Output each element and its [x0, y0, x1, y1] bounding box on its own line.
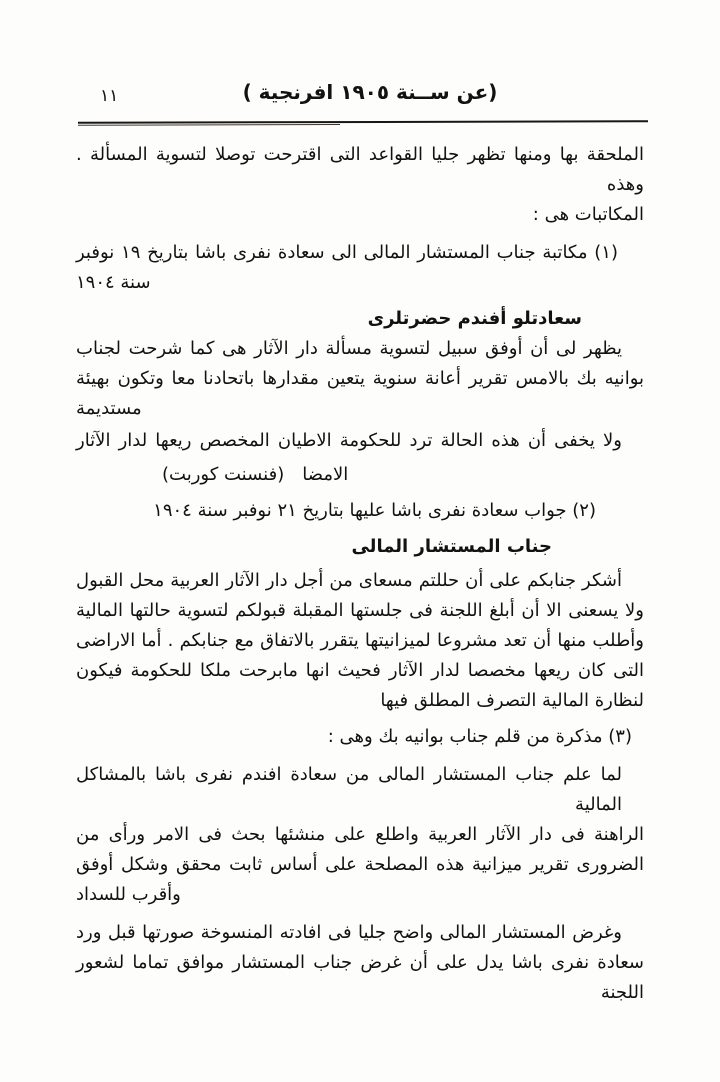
signature-name: (فنسنت كوربت) [162, 464, 285, 485]
letter2-body-line-1: أشكر جنابكم على أن حللتم مسعاى من أجل دار الآثار العربية محل القبول [76, 570, 622, 591]
letter2-body-line-2: ولا يسعنى الا أن أبلغ اللجنة فى جلستها المقبلة قبولكم لتسوية حالتها المالية [76, 600, 644, 621]
letter1-body-line-3: مستديمة [76, 398, 142, 419]
item2-heading-line-1: (٢) جواب سعادة نفرى باشا عليها بتاريخ ٢١ نوفبر سنة ١٩٠٤ [153, 500, 596, 521]
item3-heading-line-1: (٣) مذكرة من قلم جناب بوانيه بك وهى : [327, 726, 632, 747]
letter1-body-line-4: ولا يخفى أن هذه الحالة ترد للحكومة الاطيان المخصص ريعها لدار الآثار [76, 430, 622, 451]
memo-body-line-2: الراهنة فى دار الآثار العربية واطلع على منشئها بحث فى الامر ورأى من [76, 824, 644, 845]
memo-body-line-4: وأقرب للسداد [76, 884, 181, 905]
letter2-body-line-4: التى كان ريعها مخصصا لدار الآثار فحيث انها مابرحت ملكا للحكومة فيكون [76, 660, 644, 681]
header-divider [78, 120, 648, 123]
letter2-body-line-5: لنظارة المالية التصرف المطلق فيها [380, 690, 644, 711]
letter1-body-line-1: يظهر لى أن أوفق سبيل لتسوية مسألة دار الآثار هى كما شرحت لجناب [76, 338, 622, 359]
letter1-signature-line [76, 460, 644, 490]
memo-body-line-6: سعادة نفرى باشا يدل على أن غرض جناب المستشار موافق تماما لشعور اللجنة [76, 952, 644, 1003]
page-body [76, 140, 644, 1008]
intro-line-1: الملحقة بها ومنها تظهر جليا القواعد التى اقترحت توصلا لتسوية المسألة . وهذه [76, 144, 644, 195]
memo-body-line-5: وغرض المستشار المالى واضح جليا فى افادته المنسوخة صورتها قبل ورد [76, 922, 622, 943]
memo-body-line-1: لما علم جناب المستشار المالى من سعادة افندم نفرى باشا بالمشاكل المالية [76, 764, 622, 815]
letter1-salutation: سعادتلو أفندم حضرتلرى [367, 308, 582, 329]
page-header-title: (عن ســنة ١٩٠٥ افرنجية ) [242, 80, 498, 104]
item1-heading-line-2: سنة ١٩٠٤ [76, 272, 151, 293]
letter1-body-line-2: بوانيه بك بالامس تقرير أعانة سنوية يتعين مقدارها باتحادنا معا وتكون بهيئة [76, 368, 644, 389]
letter2-salutation: جناب المستشار المالى [351, 536, 552, 557]
page-number: ١١ [100, 86, 119, 106]
intro-line-2: المكاتبات هى : [532, 204, 644, 225]
letter2-body-line-3: وأطلب منها أن تعد مشروعا لميزانيتها يتقرر بالاتفاق مع جنابكم . أما الاراضى [76, 630, 644, 651]
signature-label: الامضا [302, 464, 349, 485]
item1-heading-line-1: (١) مكاتبة جناب المستشار المالى الى سعادة نفرى باشا بتاريخ ١٩ نوفبر [76, 242, 618, 263]
memo-body-line-3: الضرورى تقرير ميزانية هذه المصلحة على أساس ثابت محقق وشكل أوفق [76, 854, 644, 875]
